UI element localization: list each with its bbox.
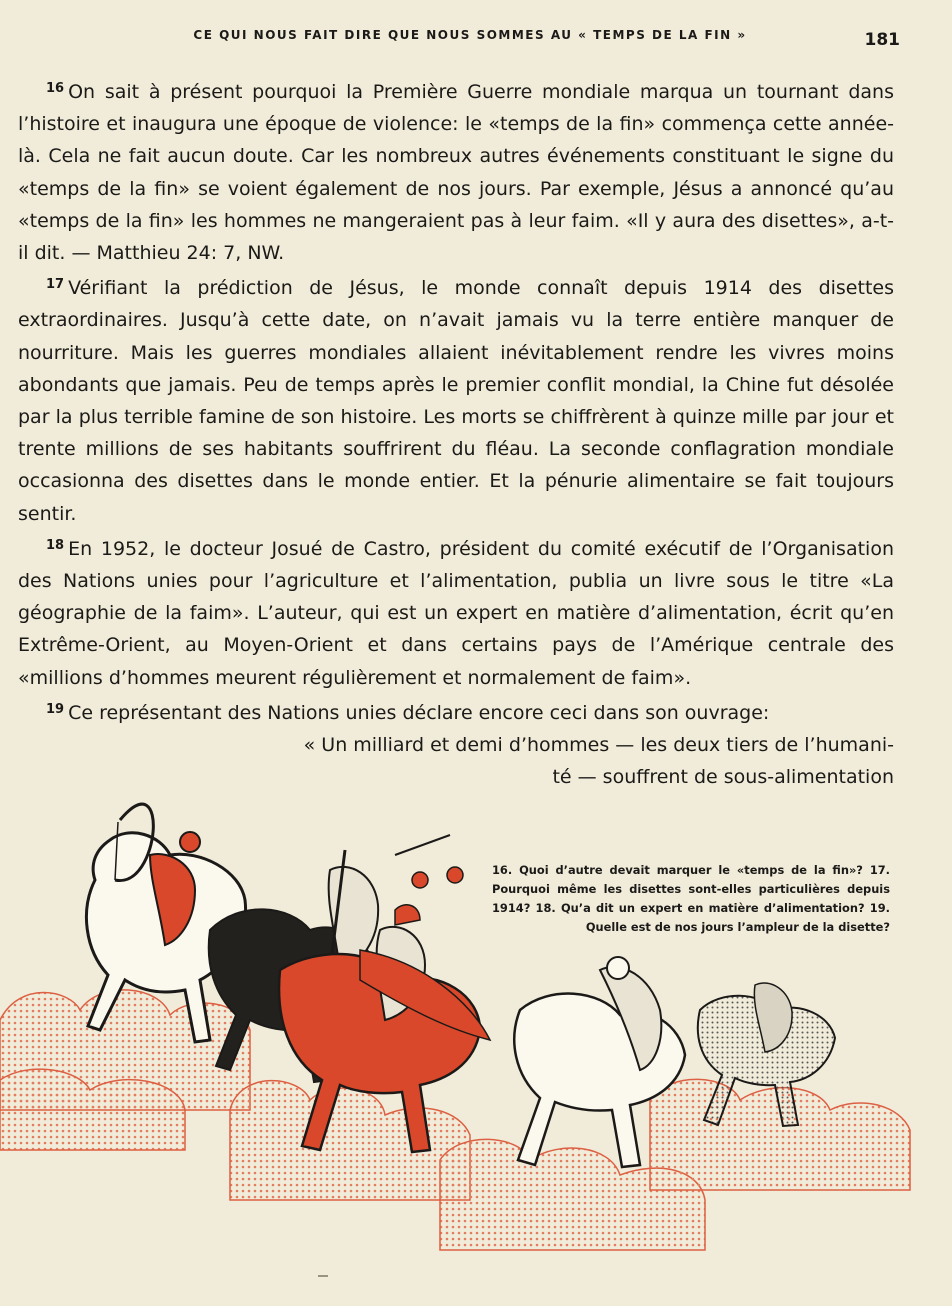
page-mark (318, 1275, 328, 1277)
paragraph-number: 18 (46, 537, 65, 553)
paragraph-text: Ce représentant des Nations unies déclare encore ceci dans son ouvrage: (68, 701, 770, 724)
paragraph-text: Vérifiant la prédiction de Jésus, le monde connaît depuis 1914 des disettes extraordinaires. Jusqu’à cette date, on n’avait jamais vu la terre entière manquer de nourriture. Mais les guerres mondiales allaient inévitablement rendre les vivres moins abondants que jamais. Peu de temps après le premier conflit mondial, la Chine fut désolée par la plus terrible famine de son histoire. Les morts se chiffrèrent à quinze mille par jour et trente millions de ses habitants souffrirent du fléau. La seconde conflagration mondiale occasionna des disettes dans le monde entier. Et la pénurie alimentaire se fait toujours sentir. (18, 277, 894, 525)
four-horsemen-illustration (0, 780, 952, 1260)
quote-line-2: té — souffrent de sous-alimentation (552, 766, 894, 789)
page-number: 181 (864, 30, 900, 50)
paragraph-17 (18, 269, 894, 530)
paragraph-number: 16 (46, 81, 65, 96)
paragraph-text: On sait à présent pourquoi la Première Guerre mondiale marqua un tournant dans l’histoire et inaugura une époque de violence: le «temps de la fin» commença cette année-là. Cela ne fait aucun doute. Car les nombreux autres événements constituant le signe du «temps de la fin» se voient également de nos jours. Par exemple, Jésus a annoncé qu’au «temps de la fin» les hommes ne mangeraient pas à leur faim. «Il y aura des disettes», a-t-il dit. — Matthieu 24: 7, NW. (18, 81, 894, 265)
paragraph-number: 17 (46, 277, 65, 293)
paragraph-number: 19 (46, 701, 65, 717)
paragraph-text: En 1952, le docteur Josué de Castro, président du comité exécutif de l’Organisation des Nations unies pour l’agriculture et l’alimentation, publia un livre sous le titre «La géographie de la faim». L’auteur, qui est un expert en matière d’alimentation, écrit qu’en Extrême-Orient, au Moyen-Orient et dans certains pays de l’Amérique centrale des «millions d’hommes meurent régulièrement et normalement de faim». (18, 537, 894, 689)
paragraph-18 (18, 530, 894, 694)
running-header: CE QUI NOUS FAIT DIRE QUE NOUS SOMMES AU « TEMPS DE LA FIN » (193, 28, 747, 42)
body-text (18, 73, 894, 793)
paragraph-16 (18, 73, 894, 269)
paragraph-19 (18, 694, 894, 729)
quote-line-1: « Un milliard et demi d’hommes — les deux tiers de l’humani- (303, 734, 894, 757)
study-questions: 16. Quoi d’autre devait marquer le «temps de la fin»? 17. Pourquoi même les disettes sont-elles particulières depuis 1914? 18. Qu’a dit un expert en matière d’alimentation? 19. Quelle est de nos jours l’ampleur de la disette? (492, 863, 890, 934)
